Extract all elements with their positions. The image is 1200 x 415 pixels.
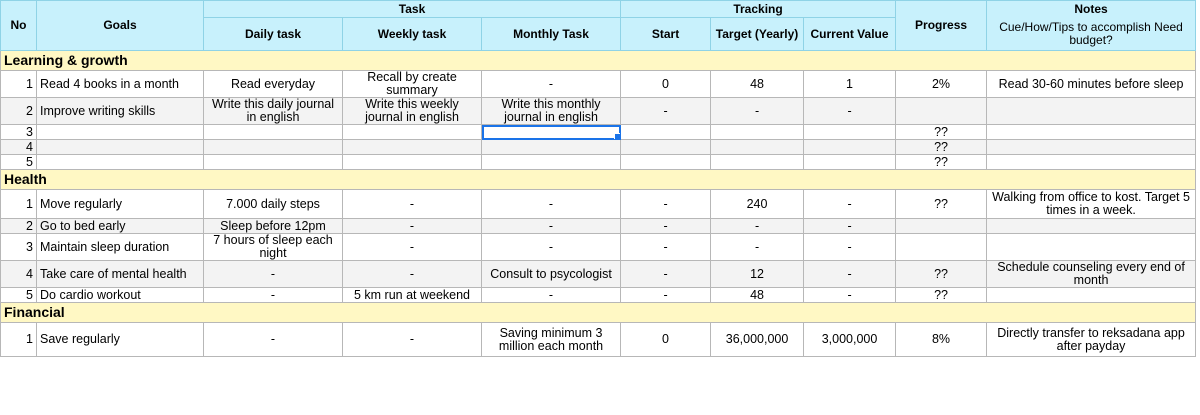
cell-notes[interactable] [987,98,1196,125]
section-row [1,170,1196,190]
cell-no[interactable]: 1 [1,190,37,219]
cell-monthly[interactable]: - [482,234,621,261]
selected-cell[interactable] [482,125,621,140]
cell-current[interactable] [804,125,896,140]
cell-no[interactable]: 3 [1,125,37,140]
cell-target[interactable] [711,125,804,140]
cell-start[interactable]: - [621,190,711,219]
cell-current[interactable]: - [804,288,896,303]
cell-progress[interactable]: ?? [896,140,987,155]
cell-goal[interactable]: Improve writing skills [37,98,204,125]
cell-target[interactable]: 36,000,000 [711,323,804,357]
cell-notes[interactable] [987,234,1196,261]
cell-start[interactable] [621,155,711,170]
cell-notes[interactable]: Read 30-60 minutes before sleep [987,71,1196,98]
cell-daily[interactable]: 7.000 daily steps [204,190,343,219]
header-tracking[interactable]: Tracking [621,1,896,18]
cell-target[interactable]: 12 [711,261,804,288]
header-weekly-task[interactable]: Weekly task [343,18,482,51]
table-row [1,323,1196,357]
table-row [1,288,1196,303]
section-title[interactable]: Health [1,170,1196,190]
cell-current[interactable]: - [804,261,896,288]
cell-target[interactable]: - [711,98,804,125]
cell-goal[interactable]: Move regularly [37,190,204,219]
cell-no[interactable]: 3 [1,234,37,261]
header-daily-task[interactable]: Daily task [204,18,343,51]
cell-goal[interactable] [37,155,204,170]
cell-daily[interactable]: - [204,288,343,303]
cell-notes[interactable] [987,140,1196,155]
header-notes-sub[interactable]: Cue/How/Tips to accomplish Need budget? [987,18,1196,51]
cell-weekly[interactable] [343,140,482,155]
header-progress[interactable]: Progress [896,1,987,51]
table-row [1,234,1196,261]
cell-notes[interactable] [987,288,1196,303]
cell-progress[interactable]: ?? [896,125,987,140]
cell-weekly[interactable]: Write this weekly journal in english [343,98,482,125]
cell-monthly[interactable]: - [482,288,621,303]
cell-progress[interactable]: ?? [896,155,987,170]
cell-no[interactable]: 4 [1,261,37,288]
table-row [1,98,1196,125]
cell-daily[interactable] [204,155,343,170]
cell-no[interactable]: 2 [1,219,37,234]
cell-start[interactable] [621,140,711,155]
cell-current[interactable]: 3,000,000 [804,323,896,357]
cell-target[interactable]: - [711,234,804,261]
cell-current[interactable]: - [804,234,896,261]
cell-start[interactable]: 0 [621,71,711,98]
cell-daily[interactable]: - [204,323,343,357]
table-row [1,190,1196,219]
cell-weekly[interactable]: - [343,190,482,219]
table-row [1,155,1196,170]
table-row [1,125,1196,140]
cell-notes[interactable] [987,155,1196,170]
cell-goal[interactable]: Take care of mental health [37,261,204,288]
cell-weekly[interactable] [343,125,482,140]
cell-weekly[interactable]: - [343,261,482,288]
cell-daily[interactable] [204,140,343,155]
cell-notes[interactable]: Walking from office to kost. Target 5 times in a week. [987,190,1196,219]
cell-progress[interactable]: 2% [896,71,987,98]
cell-daily[interactable]: - [204,261,343,288]
cell-start[interactable]: - [621,288,711,303]
section-row [1,51,1196,71]
cell-weekly[interactable] [343,155,482,170]
cell-current[interactable]: 1 [804,71,896,98]
cell-no[interactable]: 1 [1,71,37,98]
cell-weekly[interactable]: - [343,234,482,261]
cell-progress[interactable]: ?? [896,261,987,288]
cell-progress[interactable] [896,98,987,125]
cell-progress[interactable]: 8% [896,323,987,357]
cell-start[interactable]: 0 [621,323,711,357]
cell-target[interactable] [711,155,804,170]
table-row [1,71,1196,98]
cell-progress[interactable]: ?? [896,190,987,219]
cell-target[interactable] [711,140,804,155]
cell-target[interactable]: - [711,219,804,234]
section-title[interactable]: Financial [1,303,1196,323]
header-task[interactable]: Task [204,1,621,18]
cell-current[interactable]: - [804,190,896,219]
cell-target[interactable]: 48 [711,288,804,303]
header-notes[interactable]: Notes [987,1,1196,18]
cell-start[interactable]: - [621,234,711,261]
cell-current[interactable]: - [804,219,896,234]
cell-goal[interactable]: Go to bed early [37,219,204,234]
cell-goal[interactable]: Do cardio workout [37,288,204,303]
cell-current[interactable] [804,140,896,155]
header-monthly-task[interactable]: Monthly Task [482,18,621,51]
cell-target[interactable]: 240 [711,190,804,219]
header-start[interactable]: Start [621,18,711,51]
cell-start[interactable]: - [621,219,711,234]
cell-monthly[interactable] [482,140,621,155]
cell-goal[interactable]: Read 4 books in a month [37,71,204,98]
cell-no[interactable]: 1 [1,323,37,357]
cell-no[interactable]: 2 [1,98,37,125]
cell-start[interactable]: - [621,261,711,288]
table-row [1,219,1196,234]
cell-weekly[interactable]: - [343,323,482,357]
cell-monthly[interactable]: - [482,71,621,98]
table-row [1,261,1196,288]
cell-goal[interactable] [37,125,204,140]
cell-current[interactable]: - [804,98,896,125]
cell-monthly[interactable] [482,155,621,170]
cell-goal[interactable]: Save regularly [37,323,204,357]
cell-goal[interactable]: Maintain sleep duration [37,234,204,261]
cell-no[interactable]: 4 [1,140,37,155]
cell-progress[interactable] [896,234,987,261]
cell-goal[interactable] [37,140,204,155]
cell-progress[interactable] [896,219,987,234]
cell-current[interactable] [804,155,896,170]
cell-weekly[interactable]: Recall by create summary [343,71,482,98]
header-target[interactable]: Target (Yearly) [711,18,804,51]
cell-no[interactable]: 5 [1,155,37,170]
table-row [1,140,1196,155]
cell-notes[interactable] [987,219,1196,234]
cell-weekly[interactable]: 5 km run at weekend [343,288,482,303]
cell-start[interactable] [621,125,711,140]
header-no[interactable]: No [1,1,37,51]
cell-start[interactable]: - [621,98,711,125]
cell-notes[interactable] [987,125,1196,140]
cell-no[interactable]: 5 [1,288,37,303]
cell-notes[interactable]: Directly transfer to reksadana app after payday [987,323,1196,357]
cell-monthly[interactable]: - [482,219,621,234]
header-goals[interactable]: Goals [37,1,204,51]
header-current-value[interactable]: Current Value [804,18,896,51]
cell-daily[interactable]: Sleep before 12pm [204,219,343,234]
section-title[interactable]: Learning & growth [1,51,1196,71]
cell-notes[interactable]: Schedule counseling every end of month [987,261,1196,288]
cell-monthly[interactable]: Write this monthly journal in english [482,98,621,125]
section-row [1,303,1196,323]
cell-daily[interactable] [204,125,343,140]
cell-monthly[interactable]: - [482,190,621,219]
cell-monthly[interactable]: Saving minimum 3 million each month [482,323,621,357]
cell-weekly[interactable]: - [343,219,482,234]
cell-daily[interactable]: Write this daily journal in english [204,98,343,125]
cell-progress[interactable]: ?? [896,288,987,303]
cell-daily[interactable]: Read everyday [204,71,343,98]
cell-daily[interactable]: 7 hours of sleep each night [204,234,343,261]
cell-target[interactable]: 48 [711,71,804,98]
cell-monthly[interactable]: Consult to psycologist [482,261,621,288]
